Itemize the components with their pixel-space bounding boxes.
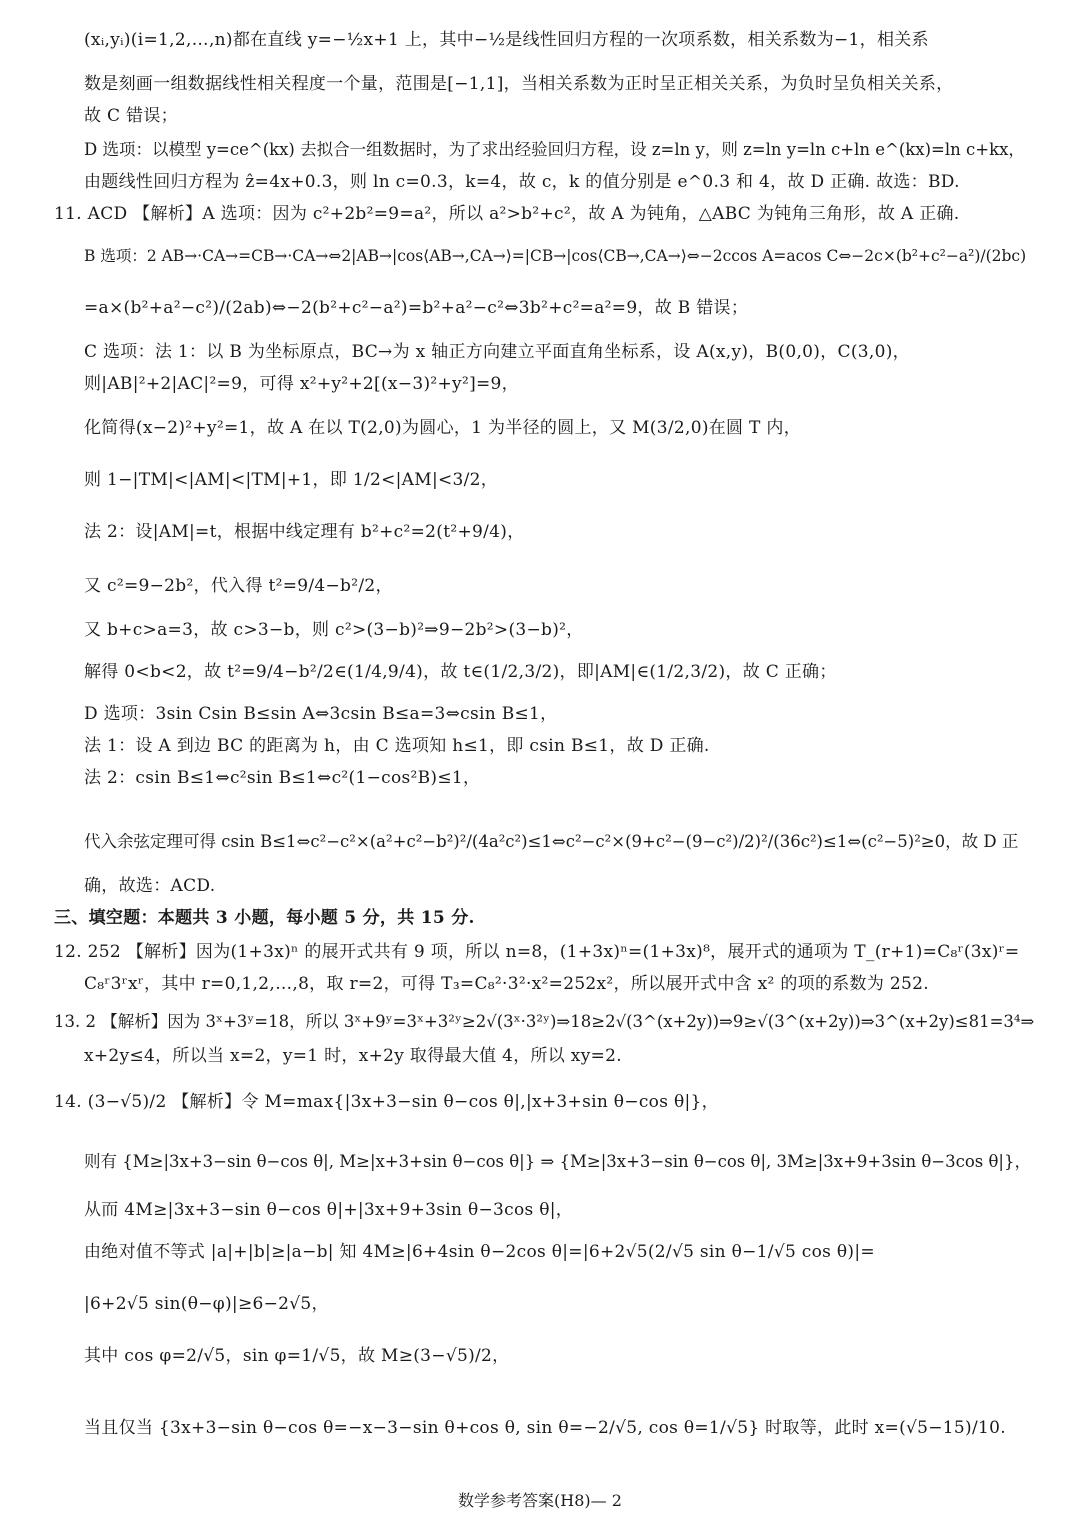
text-line-9: C 选项：法 1：以 B 为坐标原点，BC→为 x 轴正方向建立平面直角坐标系，设 A(x,y)，B(0,0)，C(3,0)， bbox=[84, 342, 910, 362]
text-line-30: 由绝对值不等式 |a|+|b|≥|a−b| 知 4M≥|6+4sin θ−2cos θ|=|6+2√5(2/√5 sin θ−1/√5 cos θ)|= bbox=[84, 1242, 875, 1262]
text-line-7: B 选项：2 AB→·CA→=CB→·CA→⇔2|AB→|cos⟨AB→,CA→⟩=|CB→|cos⟨CB→,CA→⟩⇔−2ccos A=acos C⇔−2c×(b²+c²−a²)/(2bc) bbox=[84, 247, 1027, 265]
text-line-29: 从而 4M≥|3x+3−sin θ−cos θ|+|3x+9+3sin θ−3cos θ|， bbox=[84, 1200, 574, 1220]
text-line-16: 解得 0<b<2，故 t²=9/4−b²/2∈(1/4,9/4)，故 t∈(1/2,3/2)，即|AM|∈(1/2,3/2)，故 C 正确； bbox=[84, 662, 837, 682]
section-heading: 三、填空题：本题共 3 小题，每小题 5 分，共 15 分. bbox=[54, 908, 475, 928]
text-line-1: (xᵢ,yᵢ)(i=1,2,…,n)都在直线 y=−½x+1 上，其中−½是线性回归方程的一次项系数，相关系数为−1，相关系 bbox=[84, 30, 929, 50]
text-line-33: 当且仅当 {3x+3−sin θ−cos θ=−x−3−sin θ+cos θ, sin θ=−2/√5, cos θ=1/√5} 时取等，此时 x=(√5−15)/10. bbox=[84, 1418, 1006, 1438]
text-line-25: 13. 2 【解析】因为 3ˣ+3ʸ=18，所以 3ˣ+9ʸ=3ˣ+3²ʸ≥2√(3ˣ·3²ʸ)⇒18≥2√(3^(x+2y))⇒9≥√(3^(x+2y))⇒3^(x+2y)≤81=3⁴⇒ bbox=[54, 1012, 1035, 1031]
text-line-15: 又 b+c>a=3，故 c>3−b，则 c²>(3−b)²⇒9−2b²>(3−b)²， bbox=[84, 620, 584, 640]
text-line-27: 14. (3−√5)/2 【解析】令 M=max{|3x+3−sin θ−cos θ|,|x+3+sin θ−cos θ|}， bbox=[54, 1092, 719, 1112]
text-line-4: D 选项：以模型 y=ce^(kx) 去拟合一组数据时，为了求出经验回归方程，设 z=ln y，则 z=ln y=ln c+ln e^(kx)=ln c+kx， bbox=[84, 140, 1025, 159]
text-line-6: 11. ACD 【解析】A 选项：因为 c²+2b²=9=a²，所以 a²>b²+c²，故 A 为钝角，△ABC 为钝角三角形，故 A 正确. bbox=[54, 204, 960, 224]
text-line-11: 化简得(x−2)²+y²=1，故 A 在以 T(2,0)为圆心，1 为半径的圆上，又 M(3/2,0)在圆 T 内， bbox=[84, 418, 801, 438]
text-line-23: 12. 252 【解析】因为(1+3x)ⁿ 的展开式共有 9 项，所以 n=8，(1+3x)ⁿ=(1+3x)⁸，展开式的通项为 T_(r+1)=C₈ʳ(3x)ʳ= bbox=[54, 942, 1020, 962]
text-line-18: 法 1：设 A 到边 BC 的距离为 h，由 C 选项知 h≤1，即 csin B≤1，故 D 正确. bbox=[84, 736, 710, 756]
text-line-12: 则 1−|TM|<|AM|<|TM|+1，即 1/2<|AM|<3/2， bbox=[84, 470, 499, 490]
text-line-3: 故 C 错误； bbox=[84, 106, 178, 126]
text-line-20: 代入余弦定理可得 csin B≤1⇔c²−c²×(a²+c²−b²)²/(4a²c²)≤1⇔c²−c²×(9+c²−(9−c²)/2)²/(36c²)≤1⇔(c²−5)²≥0，故 D 正 bbox=[84, 832, 1019, 851]
page-footer: 数学参考答案(H8)— 2 bbox=[458, 1491, 622, 1510]
text-line-28: 则有 {M≥|3x+3−sin θ−cos θ|, M≥|x+3+sin θ−cos θ|} ⇒ {M≥|3x+3−sin θ−cos θ|, 3M≥|3x+9+3sin θ−3cos θ|}， bbox=[84, 1152, 1031, 1171]
text-line-31: |6+2√5 sin(θ−φ)|≥6−2√5， bbox=[84, 1294, 329, 1314]
text-line-13: 法 2：设|AM|=t，根据中线定理有 b²+c²=2(t²+9/4)， bbox=[84, 522, 525, 542]
text-line-14: 又 c²=9−2b²，代入得 t²=9/4−b²/2， bbox=[84, 576, 393, 596]
text-line-5: 由题线性回归方程为 ẑ=4x+0.3，则 ln c=0.3，k=4，故 c，k 的值分别是 e^0.3 和 4，故 D 正确. 故选：BD. bbox=[84, 172, 960, 192]
text-line-24: C₈ʳ3ʳxʳ，其中 r=0,1,2,…,8，取 r=2，可得 T₃=C₈²·3²·x²=252x²，所以展开式中含 x² 的项的系数为 252. bbox=[84, 974, 929, 994]
text-line-32: 其中 cos φ=2/√5，sin φ=1/√5，故 M≥(3−√5)/2， bbox=[84, 1346, 510, 1366]
text-line-21: 确，故选：ACD. bbox=[84, 876, 216, 896]
text-line-17: D 选项：3sin Csin B≤sin A⇔3csin B≤a=3⇔csin B≤1， bbox=[84, 704, 558, 724]
text-line-26: x+2y≤4，所以当 x=2，y=1 时，x+2y 取得最大值 4，所以 xy=2. bbox=[84, 1046, 622, 1066]
text-line-8: =a×(b²+a²−c²)/(2ab)⇔−2(b²+c²−a²)=b²+a²−c²⇔3b²+c²=a²=9，故 B 错误； bbox=[84, 298, 749, 318]
text-line-2: 数是刻画一组数据线性相关程度一个量，范围是[−1,1]，当相关系数为正时呈正相关关系，为负时呈负相关关系， bbox=[84, 74, 954, 94]
text-line-10: 则|AB|²+2|AC|²=9，可得 x²+y²+2[(x−3)²+y²]=9， bbox=[84, 374, 519, 394]
text-line-19: 法 2：csin B≤1⇔c²sin B≤1⇔c²(1−cos²B)≤1， bbox=[84, 768, 481, 788]
